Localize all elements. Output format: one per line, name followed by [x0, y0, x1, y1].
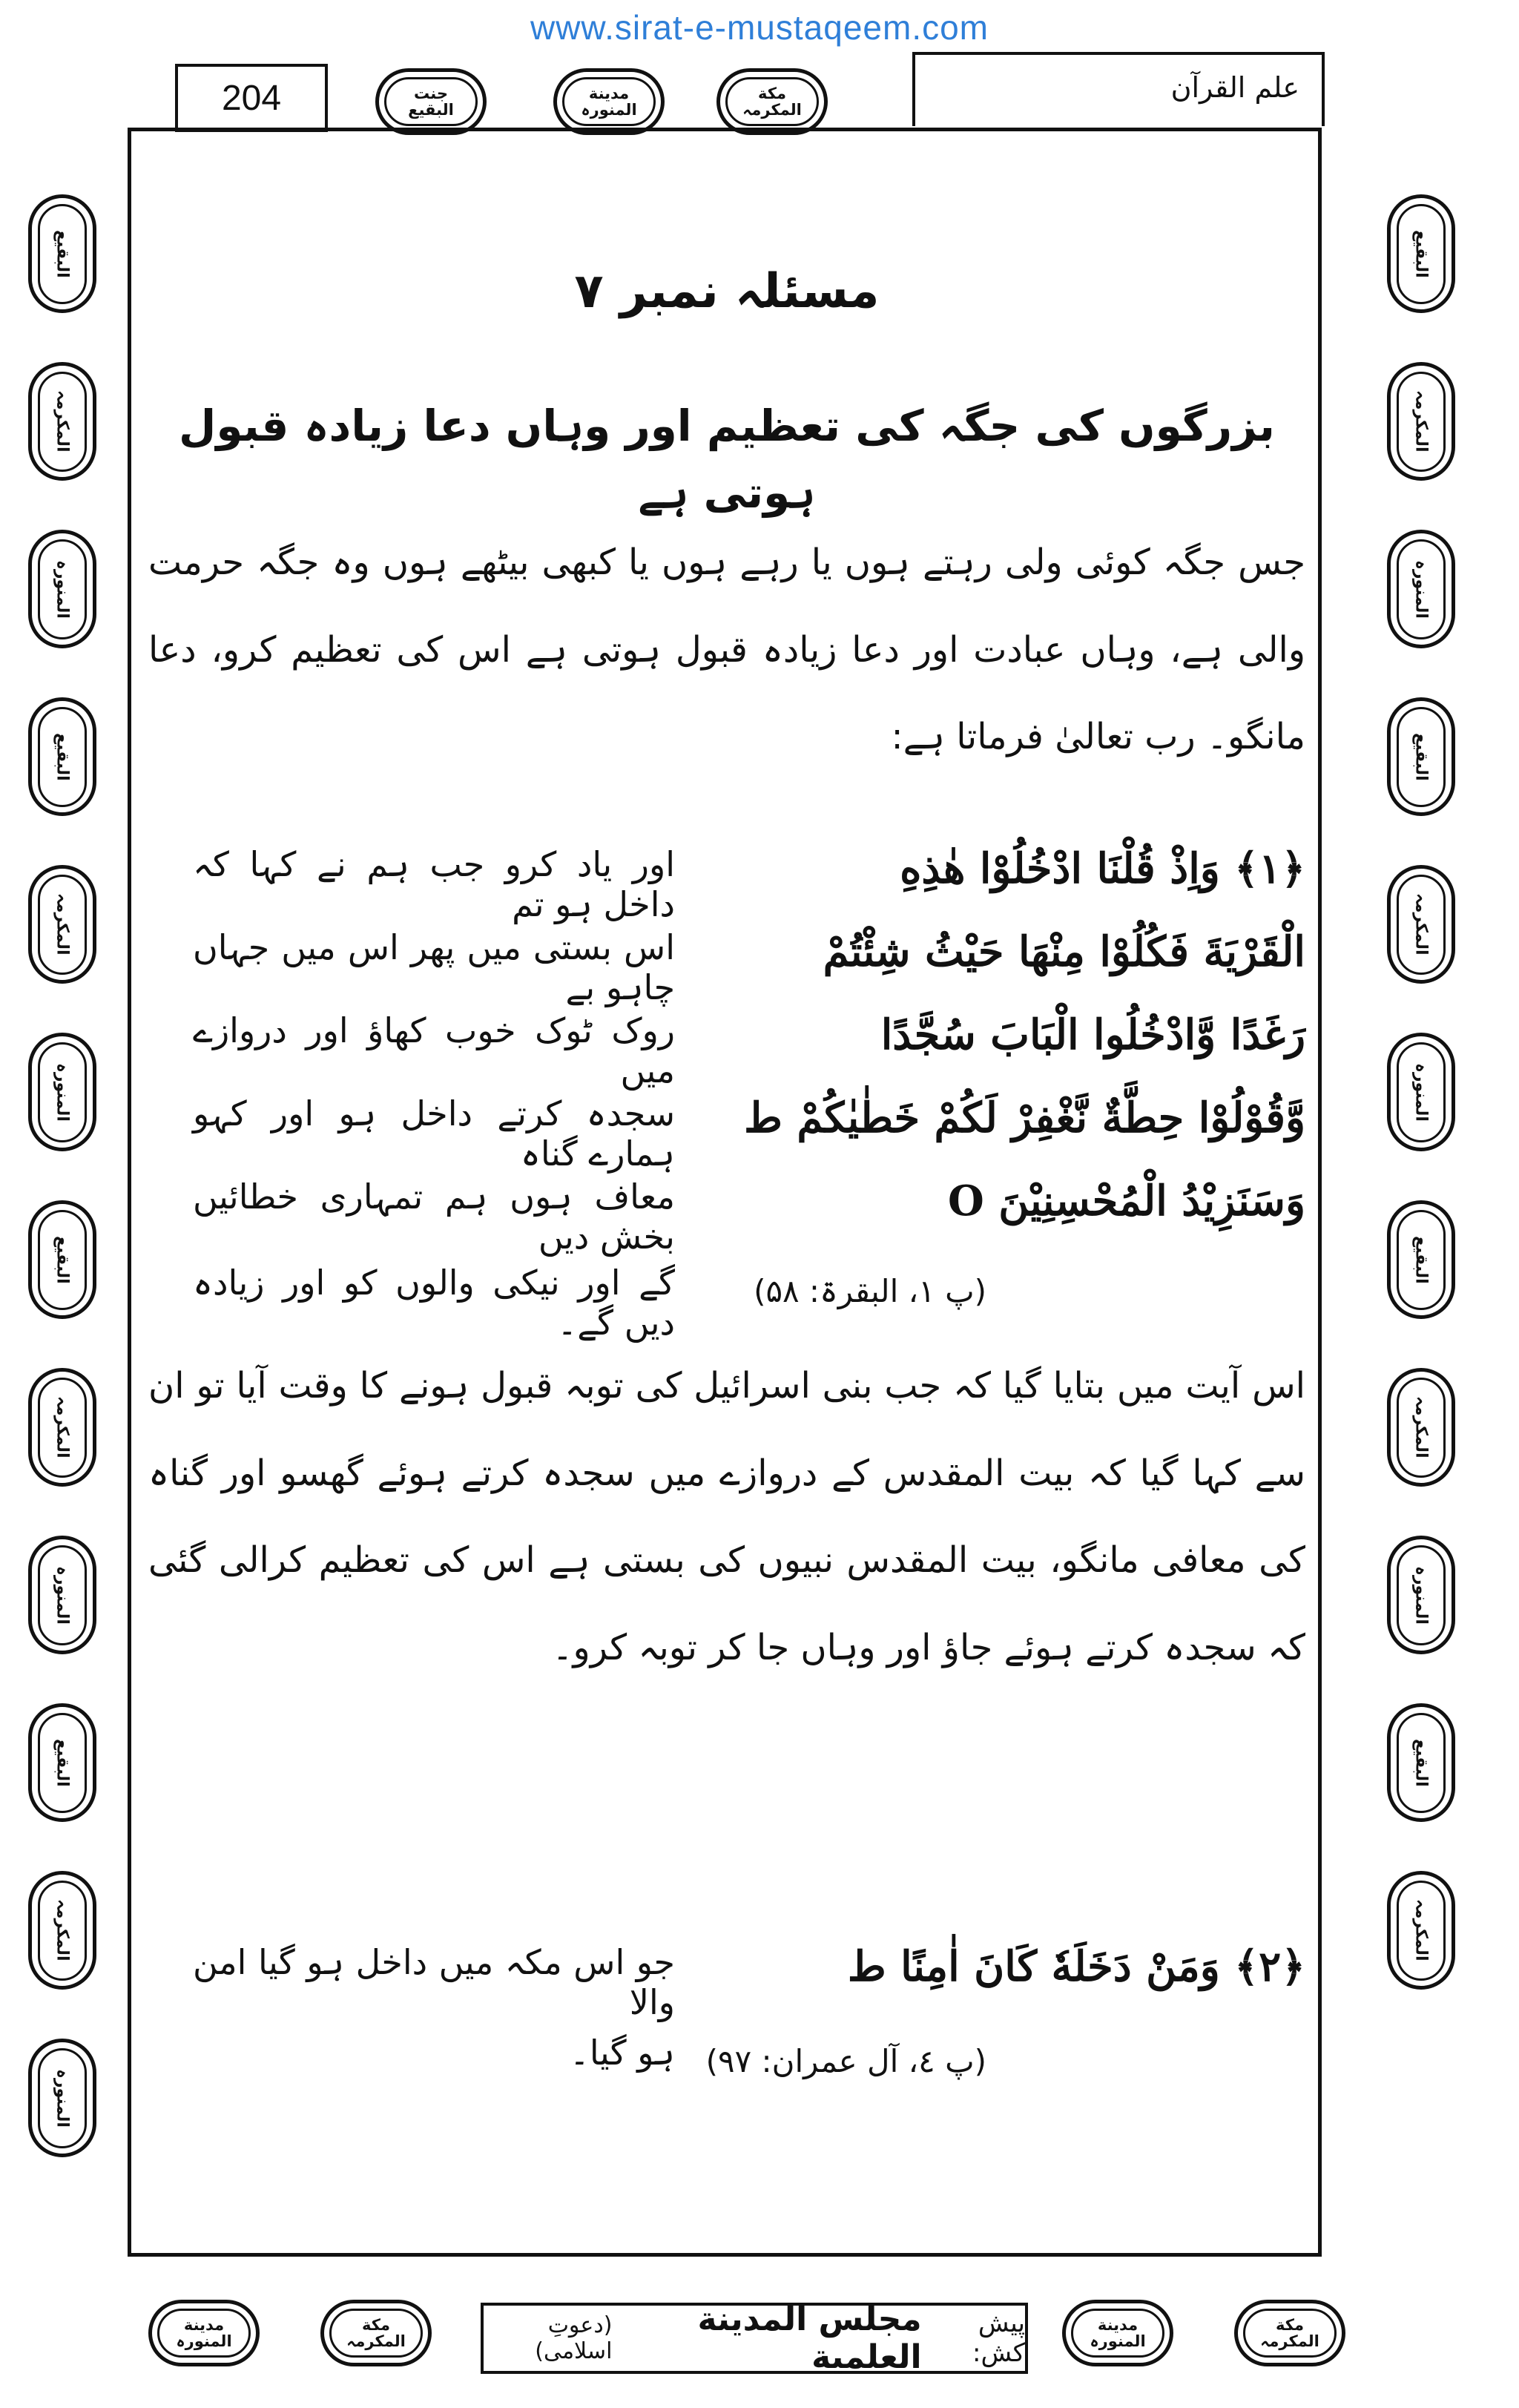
side-seal-right — [1387, 530, 1455, 648]
seal-makkah — [716, 68, 828, 135]
book-title: علم القرآن — [912, 52, 1325, 126]
seal-jannat-ul-baqi — [375, 68, 487, 135]
side-seal-left — [28, 865, 96, 984]
verse-row — [148, 1263, 1305, 1344]
seal-line: المکرمہ — [346, 2332, 406, 2350]
seal-madina — [1062, 2300, 1173, 2366]
verse-translation: روک ٹوک خوب کھاؤ اور دروازے میں — [193, 1010, 675, 1090]
seal-line: مدینة — [1097, 2315, 1139, 2334]
seal-line: المکرمہ — [742, 101, 802, 119]
seal-line: المنورہ — [176, 2332, 232, 2350]
verse-translation: اس بستی میں پھر اس میں جہاں چاہو بے — [193, 927, 675, 1007]
side-seal-label: المنورہ — [38, 2048, 88, 2148]
seal-makkah — [320, 2300, 432, 2366]
side-seal-label: المنورہ — [38, 1042, 88, 1142]
side-seal-label: المنورہ — [1397, 1042, 1446, 1142]
verse-row — [148, 1942, 1305, 2024]
side-seal-label: المکرمہ — [1397, 372, 1446, 472]
side-seal-right — [1387, 194, 1455, 313]
side-seal-label: المکرمہ — [1397, 1378, 1446, 1478]
verse-translation: اور یاد کرو جب ہم نے کہا کہ داخل ہو تم — [193, 844, 675, 924]
seal-line: مکة — [758, 84, 786, 102]
side-seal-label: البقیع — [1397, 1713, 1446, 1813]
verse-translation: جو اس مکہ میں داخل ہو گیا امن والا — [193, 1942, 675, 2022]
verse-translation: گے اور نیکی والوں کو اور زیادہ دیں گے۔ — [193, 1263, 675, 1343]
verse-row — [148, 1010, 1305, 1092]
intro-paragraph: جس جگہ کوئی ولی رہتے ہوں یا رہے ہوں یا کبھی بیٹھے ہوں وہ جگہ حرمت والی ہے، وہاں عبادت اور دعا زیادہ قبول ہوتی ہے اس کی تعظیم کرو، دعا مانگو۔ رب تعالیٰ فرماتا ہے: — [148, 542, 1305, 758]
seal-madina — [553, 68, 665, 135]
seal-makkah — [1234, 2300, 1345, 2366]
side-seal-right — [1387, 697, 1455, 816]
verse-arabic: رَغَدًا وَّادْخُلُوا الْبَابَ سُجَّدًا — [880, 1010, 1305, 1059]
seal-line: مکة — [1276, 2315, 1304, 2334]
side-seal-left — [28, 1536, 96, 1654]
page-number: 204 — [175, 64, 328, 132]
side-seal-left — [28, 1200, 96, 1319]
verse-arabic: الْقَرْيَةَ فَكُلُوْا مِنْهَا حَيْثُ شِئْتُمْ — [823, 927, 1305, 976]
verse-row — [148, 844, 1305, 926]
seal-line: المنورہ — [581, 101, 637, 119]
side-seal-right — [1387, 1871, 1455, 1990]
verse-arabic: ﴿۲﴾ وَمَنْ دَخَلَهٗ كَانَ اٰمِنًا ط — [847, 1942, 1305, 1991]
side-seal-label: المنورہ — [38, 1545, 88, 1645]
side-seal-label: المکرمہ — [38, 1881, 88, 1981]
side-seal-label: المکرمہ — [1397, 875, 1446, 975]
side-seal-left — [28, 362, 96, 481]
seal-line: المنورہ — [1090, 2332, 1146, 2350]
side-seal-left — [28, 530, 96, 648]
seal-line: البقیع — [408, 101, 454, 119]
seal-line: المکرمہ — [1260, 2332, 1319, 2350]
side-seal-label: البقیع — [38, 1210, 88, 1310]
issue-title: مسئلہ نمبر ۷ — [574, 264, 880, 319]
side-seal-left — [28, 1871, 96, 1990]
side-seal-label: المکرمہ — [38, 372, 88, 472]
side-seal-left — [28, 1703, 96, 1822]
side-seal-label: البقیع — [1397, 707, 1446, 807]
verse-reference: (پ ۱، البقرۃ: ۵۸) — [754, 1273, 986, 1309]
side-seal-left — [28, 194, 96, 313]
side-seal-label: المکرمہ — [1397, 1881, 1446, 1981]
seal-madina — [148, 2300, 260, 2366]
side-seal-right — [1387, 1033, 1455, 1151]
verse-translation: ہو گیا۔ — [569, 2033, 675, 2073]
side-seal-right — [1387, 865, 1455, 984]
verse-translation: سجدہ کرتے داخل ہو اور کہو ہمارے گناہ — [193, 1093, 675, 1174]
side-seal-right — [1387, 1368, 1455, 1487]
side-seal-left — [28, 1033, 96, 1151]
side-seal-label: المنورہ — [1397, 539, 1446, 639]
side-seal-left — [28, 697, 96, 816]
publisher-name: مجلس المدینة العلمیة — [697, 2300, 922, 2376]
verse-arabic: ﴿۱﴾ وَاِذْ قُلْنَا ادْخُلُوْا هٰذِهِ — [900, 844, 1305, 893]
verse-arabic: وَسَنَزِيْدُ الْمُحْسِنِيْنَ O — [947, 1177, 1305, 1226]
side-seal-right — [1387, 362, 1455, 481]
seal-line: مدینة — [183, 2315, 225, 2334]
verse-row — [148, 2033, 1305, 2114]
verse-reference: (پ ٤، آل عمران: ۹۷) — [705, 2043, 986, 2079]
side-seal-right — [1387, 1200, 1455, 1319]
issue-subtitle: بزرگوں کی جگہ کی تعظیم اور وہاں دعا زیادہ قبول ہوتی ہے — [179, 401, 1275, 518]
side-seal-right — [1387, 1703, 1455, 1822]
side-seal-right — [1387, 1536, 1455, 1654]
side-seal-label: البقیع — [38, 204, 88, 304]
site-url[interactable]: www.sirat-e-mustaqeem.com — [530, 8, 989, 47]
explanation-paragraph: اس آیت میں بتایا گیا کہ جب بنی اسرائیل کی توبہ قبول ہونے کا وقت آیا تو ان سے کہا گیا کہ بیت المقدس کے دروازے میں سجدہ کرتے ہوئے گھسو اور گناہ کی معافی مانگو، بیت المقدس نبیوں کی بستی ہے اس کی تعظیم کرالی گئی کہ سجدہ کرتے ہوئے جاؤ اور وہاں جا کر توبہ کرو۔ — [148, 1365, 1305, 1668]
side-seal-label: البقیع — [1397, 204, 1446, 304]
side-seal-label: المنورہ — [38, 539, 88, 639]
verse-translation: معاف ہوں ہم تمہاری خطائیں بخش دیں — [193, 1177, 675, 1257]
verse-row — [148, 1093, 1305, 1175]
side-seal-label: البقیع — [38, 1713, 88, 1813]
verse-arabic: وَّقُوْلُوْا حِطَّةٌ نَّغْفِرْ لَكُمْ خَطٰيٰكُمْ ط — [744, 1093, 1305, 1142]
verse-row — [148, 1177, 1305, 1258]
seal-line: جنت — [414, 84, 448, 102]
publisher-box — [481, 2300, 1028, 2376]
seal-line: مکة — [362, 2315, 390, 2334]
publisher-label: پیش کش: — [972, 2309, 1025, 2368]
side-seal-left — [28, 2039, 96, 2157]
verse-row — [148, 927, 1305, 1009]
side-seal-left — [28, 1368, 96, 1487]
side-seal-label: المکرمہ — [38, 875, 88, 975]
side-seal-label: البقیع — [1397, 1210, 1446, 1310]
side-seal-label: المنورہ — [1397, 1545, 1446, 1645]
side-seal-label: البقیع — [38, 707, 88, 807]
publisher-sub: (دعوتِ اسلامی) — [535, 2312, 613, 2364]
seal-line: مدینة — [588, 84, 630, 102]
side-seal-label: المکرمہ — [38, 1378, 88, 1478]
